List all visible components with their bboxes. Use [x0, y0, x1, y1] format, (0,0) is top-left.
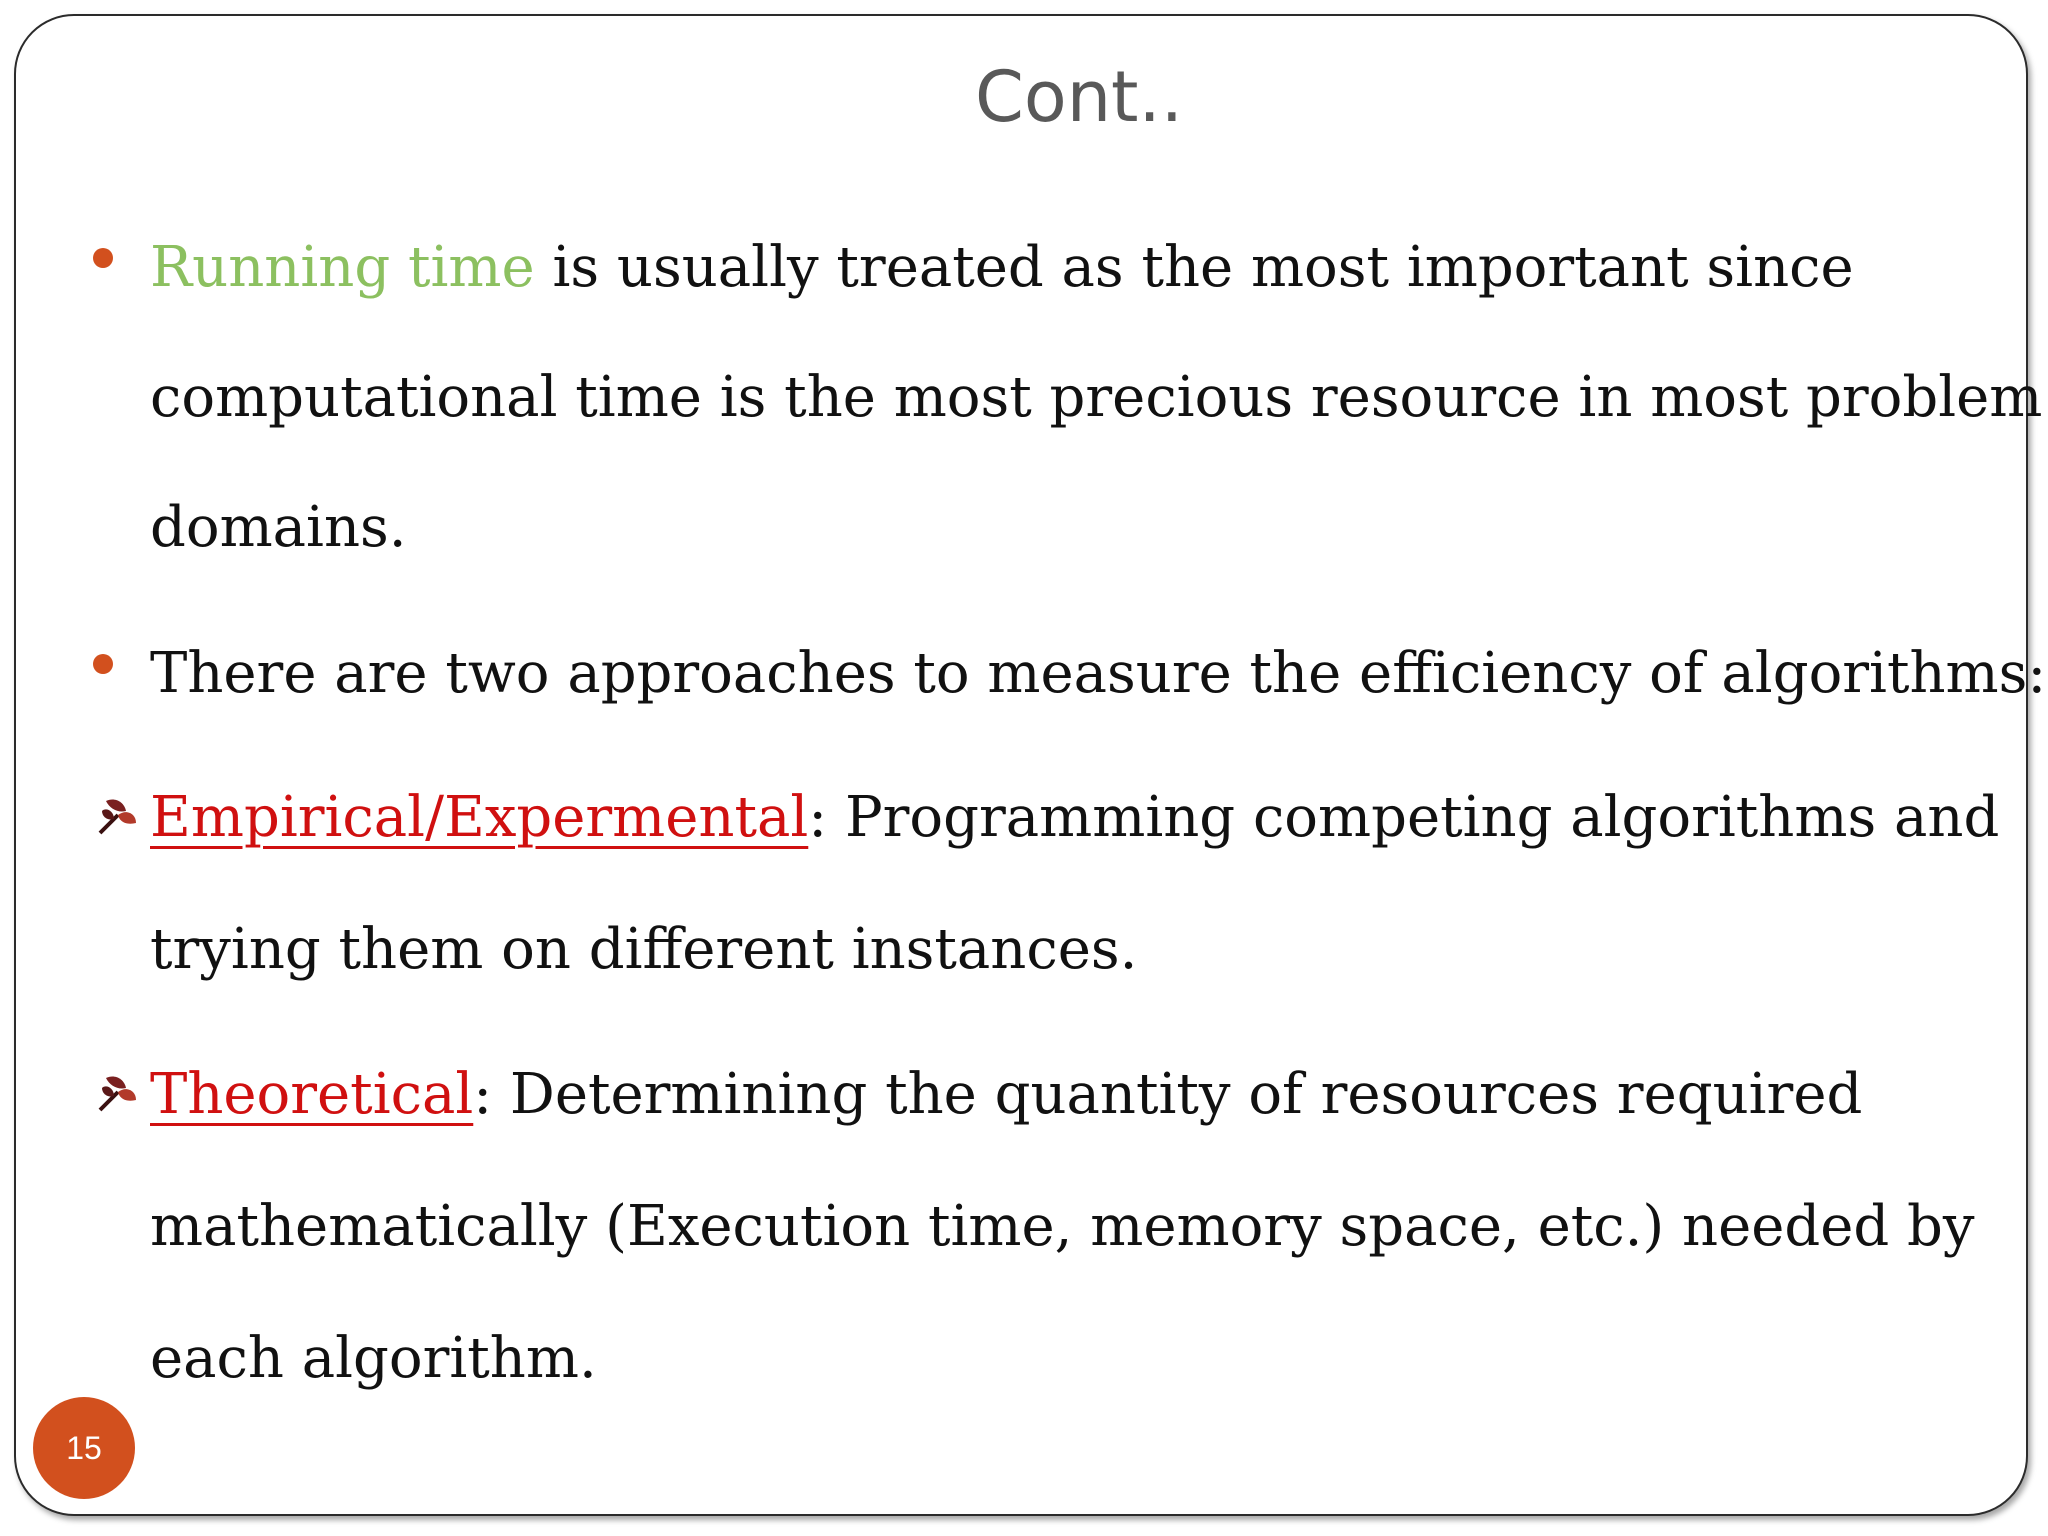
sub-bullet-2-text: : Determining the quantity of resources required: [473, 1062, 1863, 1127]
theoretical-term-link: Theoretical: [150, 1062, 474, 1127]
bullet-2-line-1: There are two approaches to measure the efficiency of algorithms:: [150, 641, 2047, 706]
bullet-dot: [93, 248, 113, 268]
bullet-1-text: is usually treated as the most important since: [534, 235, 1854, 300]
bullet-1-line-3: domains.: [150, 495, 407, 560]
sub-bullet-2-line-1: [150, 1062, 1863, 1127]
sub-bullet-1-line-2: trying them on different instances.: [150, 917, 1138, 982]
sub-bullet-2-line-3: each algorithm.: [150, 1326, 597, 1391]
empirical-term-link: Empirical/Expermental: [150, 785, 809, 850]
slide-title: Cont..: [974, 56, 1184, 138]
page-number-badge: 15: [33, 1397, 135, 1499]
sub-bullet-1-line-1: [150, 785, 2000, 850]
leaf-bullet-icon: [96, 793, 140, 837]
sub-bullet-1-text: : Programming competing algorithms and: [808, 785, 2000, 850]
sub-bullet-2-line-2: mathematically (Execution time, memory space, etc.) needed by: [150, 1194, 1975, 1259]
running-time-highlight: Running time: [150, 235, 535, 300]
bullet-1-line-2: computational time is the most precious resource in most problem: [150, 365, 2043, 430]
leaf-bullet-icon: [96, 1070, 140, 1114]
bullet-1-line-1: [150, 235, 1854, 300]
bullet-dot: [93, 654, 113, 674]
